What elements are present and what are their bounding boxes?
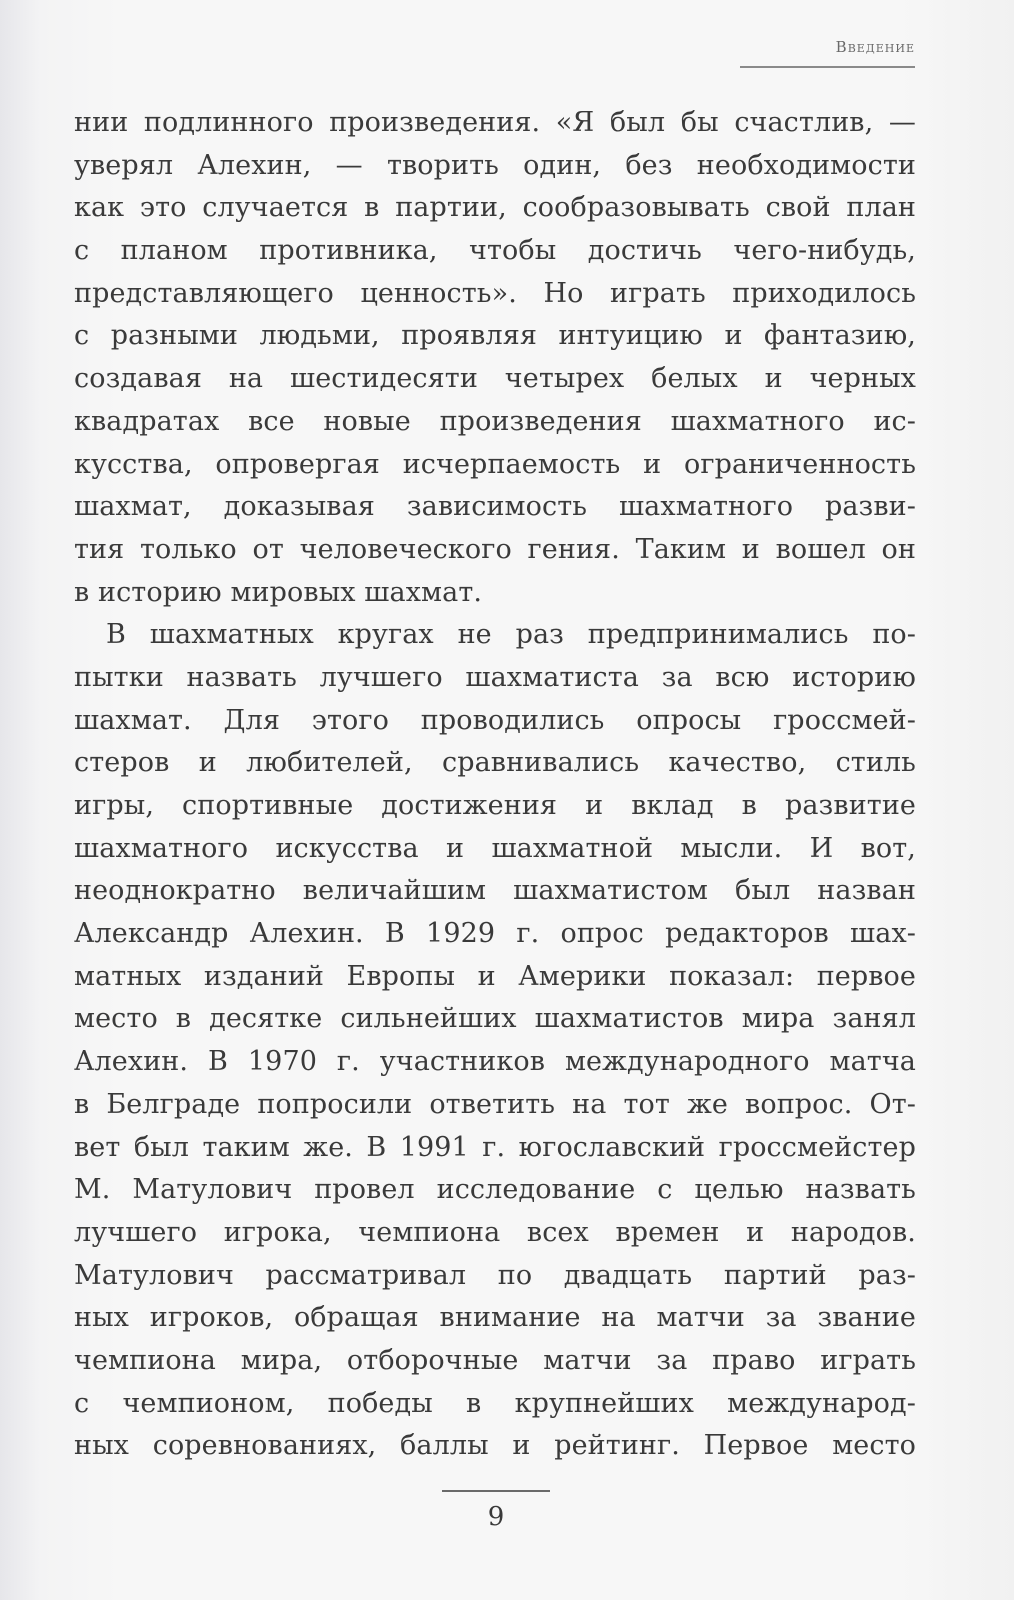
text-line: с планом противника, чтобы достичь чего-нибудь, — [74, 235, 916, 267]
text-line: Алехин. В 1970 г. участников международного матча — [74, 1046, 916, 1078]
text-line: создавая на шестидесяти четырех белых и черных — [74, 363, 916, 395]
text-line: кусства, опровергая исчерпаемость и ограниченность — [74, 448, 916, 480]
text-line: лучшего игрока, чемпиона всех времен и народов. — [74, 1216, 916, 1248]
text-line: место в десятке сильнейших шахматистов мира занял — [74, 1003, 916, 1035]
text-line: с чемпионом, победы в крупнейших международ- — [74, 1387, 916, 1419]
text-line: М. Матулович провел исследование с целью назвать — [74, 1174, 916, 1206]
text-line: как это случается в партии, сообразовывать свой план — [74, 192, 916, 224]
text-line: чемпиона мира, отборочные матчи за право играть — [74, 1344, 916, 1376]
paragraph-2 — [74, 614, 916, 1468]
text-line: Матулович рассматривал по двадцать партий раз- — [74, 1259, 916, 1291]
text-line: В шахматных кругах не раз предпринимались по- — [106, 619, 916, 651]
page-number: 9 — [487, 1502, 505, 1532]
running-head-rule — [740, 66, 915, 68]
text-line: неоднократно величайшим шахматистом был назван — [74, 875, 916, 907]
text-line: тия только от человеческого гения. Таким и вошел он — [74, 533, 916, 565]
text-line: шахматного искусства и шахматной мысли. И вот, — [74, 832, 916, 864]
running-head — [740, 38, 915, 68]
body-text — [74, 102, 916, 1468]
text-line: нии подлинного произведения. «Я был бы счастлив, — — [74, 107, 916, 138]
text-line: с разными людьми, проявляя интуицию и фантазию, — [74, 320, 916, 352]
text-line: ных соревнованиях, баллы и рейтинг. Первое место — [74, 1430, 916, 1462]
page-footer — [442, 1490, 550, 1540]
text-line: стеров и любителей, сравнивались качество, стиль — [74, 747, 916, 779]
running-head-title: Введение — [835, 38, 915, 56]
text-line: шахмат, доказывая зависимость шахматного разви- — [74, 491, 916, 523]
text-line: пытки назвать лучшего шахматиста за всю историю — [74, 661, 916, 693]
text-line: в историю мировых шахмат. — [74, 576, 483, 608]
text-line: шахмат. Для этого проводились опросы гроссмей- — [74, 704, 916, 736]
text-line: вет был таким же. В 1991 г. югославский гроссмейстер — [74, 1131, 916, 1163]
text-line: игры, спортивные достижения и вклад в развитие — [74, 790, 916, 821]
paragraph-1 — [74, 102, 916, 614]
text-line: представляющего ценность». Но играть приходилось — [74, 277, 916, 309]
text-line: ных игроков, обращая внимание на матчи за звание — [74, 1302, 916, 1334]
text-line: Александр Алехин. В 1929 г. опрос редакторов шах- — [74, 918, 916, 950]
text-line: в Белграде попросили ответить на тот же вопрос. От- — [74, 1088, 916, 1120]
text-line: матных изданий Европы и Америки показал: первое — [74, 960, 916, 992]
text-line: уверял Алехин, — творить один, без необходимости — [74, 149, 916, 181]
text-line: квадратах все новые произведения шахматного ис- — [74, 405, 916, 437]
footer-rule — [442, 1490, 550, 1492]
